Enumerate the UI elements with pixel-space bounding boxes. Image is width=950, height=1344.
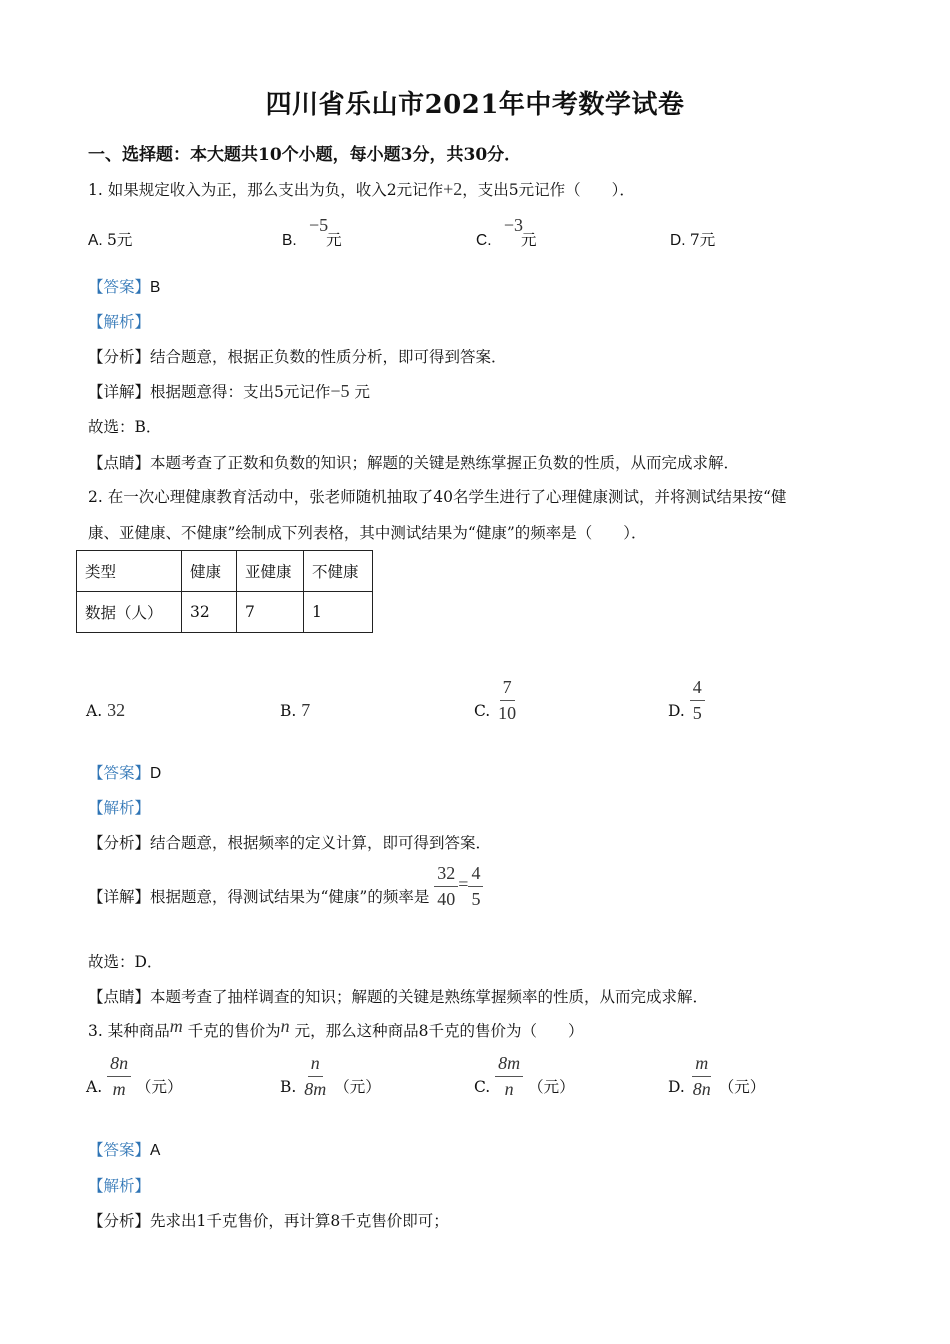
q1-option-b: B. −5元 xyxy=(282,215,342,249)
q2-guxuan: 故选：D． xyxy=(88,953,163,971)
q1-option-c: C. −3元 xyxy=(476,215,537,249)
q2-answer: 【答案】D xyxy=(88,764,162,782)
q1-stem: 1. 如果规定收入为正，那么支出为负，收入2元记作+2，支出5元记作（ ）． xyxy=(88,179,635,199)
fraction: $\frac{4}{5}$ xyxy=(690,676,705,724)
q1-guxuan: 故选：B． xyxy=(88,418,162,436)
q1-option-d: D. 7元 xyxy=(670,231,716,249)
table-row xyxy=(77,592,373,633)
q2-option-b: B. 7 xyxy=(280,700,311,720)
q3-option-c: C. $\frac{8m}{n}$ （元） xyxy=(474,1053,575,1099)
q3-option-a: A. $\frac{8n}{m}$ （元） xyxy=(86,1053,183,1099)
q1-fenxi: 【分析】结合题意，根据正负数的性质分析，即可得到答案． xyxy=(88,348,507,366)
q2-option-c: C. $\frac{7}{10}$ xyxy=(474,676,519,724)
q1-answer: 【答案】B xyxy=(88,278,161,296)
q2-fenxi: 【分析】结合题意，根据频率的定义计算，即可得到答案． xyxy=(88,834,492,852)
math-plus2: +2 xyxy=(443,179,463,199)
q1-xiangjie: 【详解】根据题意得：支出5元记作−5 元 xyxy=(88,381,370,401)
fraction: $\frac{8m}{n}$ xyxy=(495,1052,523,1100)
q3-answer: 【答案】A xyxy=(88,1141,161,1159)
fraction: $\frac{m}{8n}$ xyxy=(692,1053,711,1099)
q3-fenxi: 【分析】先求出1千克售价，再计算8千克售价即可； xyxy=(88,1212,449,1230)
table-header-row xyxy=(77,551,373,592)
q3-option-d: D. $\frac{m}{8n}$ （元） xyxy=(668,1053,766,1099)
q2-stem-line1: 2. 在一次心理健康教育活动中，张老师随机抽取了40名学生进行了心理健康测试，并将测试结果按“健 xyxy=(88,488,787,506)
data-table xyxy=(76,550,373,633)
table-cell: 7 xyxy=(237,592,304,633)
q2-option-d: D. $\frac{4}{5}$ xyxy=(668,676,705,724)
fraction: $\frac{32}{40}$ xyxy=(434,862,458,910)
table-cell: 不健康 xyxy=(304,551,373,592)
table-cell: 1 xyxy=(304,592,373,633)
q2-analysis-tag: 【解析】 xyxy=(88,799,151,817)
section-heading: 一、选择题：本大题共10个小题，每小题3分，共30分． xyxy=(88,145,522,165)
q2-dianjing: 【点睛】本题考查了抽样调查的知识；解题的关键是熟练掌握频率的性质，从而完成求解． xyxy=(88,988,709,1006)
page-title: 四川省乐山市2021年中考数学试卷 xyxy=(265,90,685,120)
q1-option-a: A. 5元 xyxy=(88,231,133,249)
q1-analysis-tag: 【解析】 xyxy=(88,313,151,331)
q3-stem: 3. 某种商品m 千克的售价为n 元，那么这种商品8千克的售价为（ ） xyxy=(88,1016,584,1040)
q2-option-a: A. 32 xyxy=(86,700,126,720)
fraction: $\frac{8n}{m}$ xyxy=(107,1052,131,1100)
q2-xiangjie: 【详解】根据题意，得测试结果为“健康”的频率是 $\frac{32}{40}$ = $\frac{4}{5}$ xyxy=(88,862,483,910)
q2-stem-line2: 康、亚健康、不健康”绘制成下列表格，其中测试结果为“健康”的频率是（ ）． xyxy=(88,524,647,542)
q3-analysis-tag: 【解析】 xyxy=(88,1177,151,1195)
fraction: $\frac{7}{10}$ xyxy=(498,677,517,723)
fraction: $\frac{4}{5}$ xyxy=(468,862,483,910)
fraction: $\frac{n}{8m}$ xyxy=(304,1053,327,1099)
table-cell: 亚健康 xyxy=(237,551,304,592)
table-cell: 32 xyxy=(182,592,237,633)
table-cell: 数据（人） xyxy=(77,592,182,633)
q1-dianjing: 【点睛】本题考查了正数和负数的知识；解题的关键是熟练掌握正负数的性质，从而完成求解． xyxy=(88,454,740,472)
q3-option-b: B. $\frac{n}{8m}$ （元） xyxy=(280,1053,381,1099)
table-cell: 健康 xyxy=(182,551,237,592)
table-cell: 类型 xyxy=(77,551,182,592)
